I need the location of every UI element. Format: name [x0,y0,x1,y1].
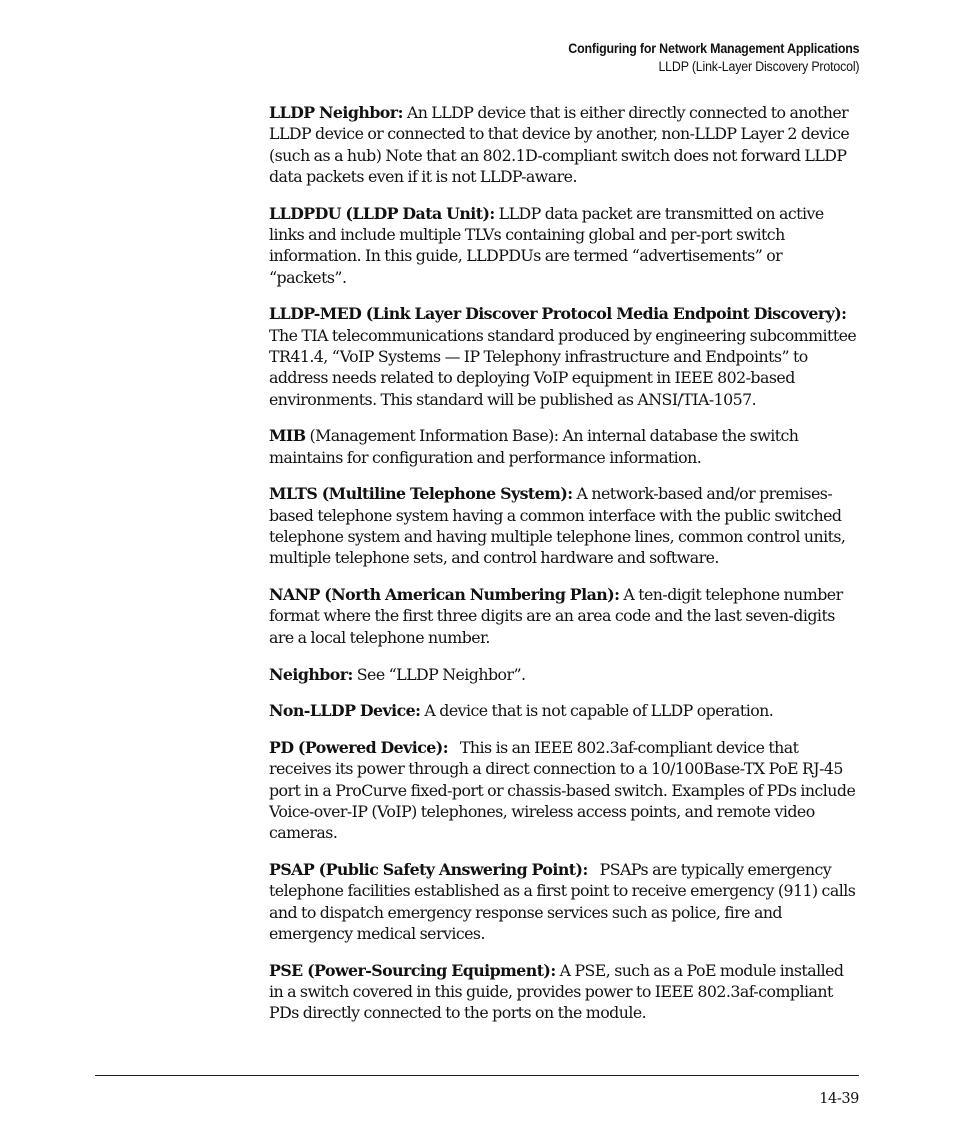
glossary-definition: A ten-digit telephone number format where the first three digits are an area code and the last seven-digits are a local telephone number. [269,585,843,647]
glossary-entry-lldpdu [269,203,861,288]
glossary-entry-mib [269,425,861,468]
glossary-term: MLTS (Multiline Telephone System): [269,484,573,504]
running-header [543,40,859,76]
glossary-definition: The TIA telecommunications standard produced by engineering subcommittee TR41.4, “VoIP Systems — IP Telephony infrastructure and Endpoints” to address needs related to deploying VoIP equipment in IEEE 802-based environments. This standard will be published as ANSI/TIA-1057. [269,325,857,409]
glossary-definition: See “LLDP Neighbor”. [352,664,526,684]
glossary-entry-pse [269,960,861,1024]
glossary-entry-nanp [269,584,861,648]
glossary-term: LLDP-MED (Link Layer Discover Protocol Media Endpoint Discovery): [269,304,847,324]
page-number: 14-39 [819,1091,859,1107]
glossary-definition: LLDP data packet are transmitted on active links and include multiple TLVs containing global and per-port switch information. In this guide, LLDPDUs are termed “advertisements” or “packets”. [269,203,824,287]
glossary-entry-lldp-neighbor [269,102,861,187]
glossary-definition: PSAPs are typically emergency telephone facilities established as a first point to receive emergency (911) calls and to dispatch emergency response services such as police, fire and emergency medical services. [269,860,860,943]
glossary-term: PSE (Power-Sourcing Equipment): [269,960,556,980]
glossary-definition: A device that is not capable of LLDP operation. [420,701,774,721]
footer-divider [95,1075,859,1076]
glossary-term: PD (Powered Device): [269,738,449,758]
glossary-term: PSAP (Public Safety Answering Point): [269,860,588,880]
glossary-entry-lldp-med [269,303,861,409]
glossary-body [269,102,861,1039]
chapter-title: Configuring for Network Management Applications [567,41,859,56]
glossary-definition: A network-based and/or premises-based telephone system having a common interface with the public switched telephone system and having multiple telephone lines, common control units, multiple telephone sets, and control hardware and software. [269,484,846,568]
glossary-term: Neighbor: [269,664,353,684]
glossary-definition: An LLDP device that is either directly connected to another LLDP device or connected to that device by another, non-LLDP Layer 2 device (such as a hub) Note that an 802.1D-compliant switch does not forward LLDP data packets even if it is not LLDP-aware. [269,103,850,186]
glossary-entry-mlts [269,483,861,568]
glossary-term: LLDP Neighbor: [269,103,403,122]
glossary-entry-psap [269,859,861,944]
glossary-entry-neighbor [269,664,861,685]
glossary-definition: (Management Information Base): An internal database the switch maintains for configuration and performance information. [269,426,799,467]
glossary-term: NANP (North American Numbering Plan): [269,585,620,605]
glossary-definition: This is an IEEE 802.3af-compliant device that receives its power through a direct connection to a 10/100Base-TX PoE RJ-45 port in a ProCurve fixed-port or chassis-based switch. Examples of PDs include Voice-over-IP (VoIP) telephones, wireless access points, and remote video cameras. [269,738,860,843]
glossary-term: MIB [269,426,306,446]
glossary-term: Non-LLDP Device: [269,701,421,721]
section-title: LLDP (Link-Layer Discovery Protocol) [658,59,859,74]
glossary-term: LLDPDU (LLDP Data Unit): [269,203,495,223]
glossary-definition: A PSE, such as a PoE module installed in a switch covered in this guide, provides power to IEEE 802.3af-compliant PDs directly connected to the ports on the module. [269,960,844,1023]
glossary-entry-pd [269,737,861,843]
glossary-entry-non-lldp-device [269,700,861,721]
